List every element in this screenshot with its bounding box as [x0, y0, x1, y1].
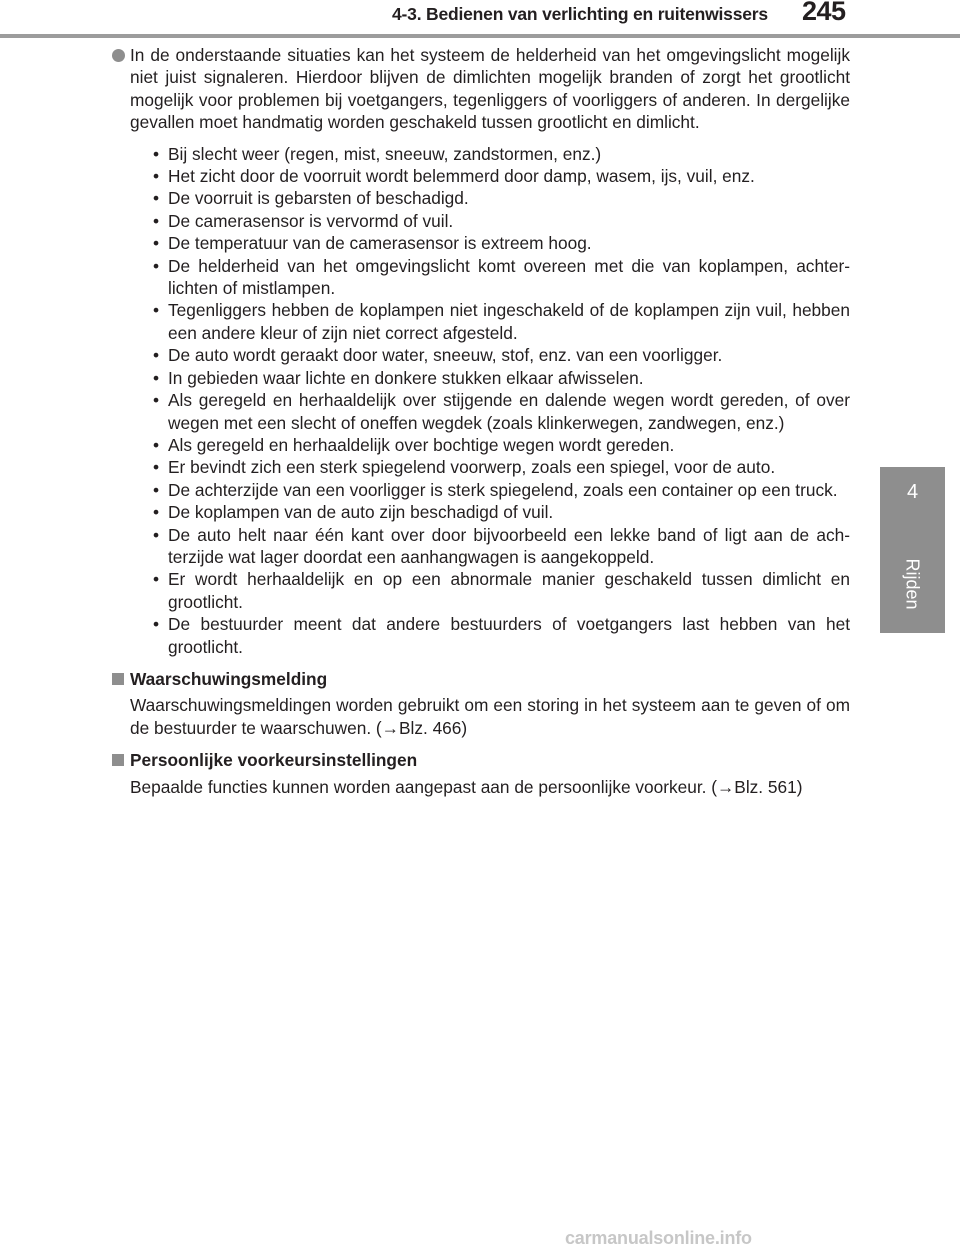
list-item: • Als geregeld en herhaaldelijk over bochtige wegen wordt gereden. — [112, 434, 850, 456]
section-personal-settings — [112, 749, 850, 798]
watermark: carmanualsonline.info — [565, 1228, 752, 1248]
chapter-number: 4 — [906, 481, 919, 503]
list-item: • Er wordt herhaaldelijk en op een abnormale manier geschakeld tussen dimlicht en grootlicht. — [112, 568, 850, 613]
intro-text: In de onderstaande situaties kan het systeem de helderheid van het omgevingslicht mogelijk niet juist signaleren. Hierdoor blijven de dimlichten mogelijk branden of zorgt het grootlicht mogelijk voor problemen bij voetgangers, tegenliggers of voorliggers of anderen. In dergelijke gevallen moet handmatig worden geschakeld tussen grootlicht en dimlicht. — [130, 45, 850, 133]
page-number: 245 — [802, 0, 846, 26]
list-item: • De helderheid van het omgevingslicht komt overeen met die van koplampen, achterlichten of mistlampen. — [112, 255, 850, 300]
list-item: • De koplampen van de auto zijn beschadigd of vuil. — [112, 501, 850, 523]
section-body: Waarschuwingsmeldingen worden gebruikt om een storing in het systeem aan te geven of om de bestuurder te waarschuwen. (→Blz. 466) — [130, 695, 850, 738]
header-divider — [0, 34, 960, 38]
list-item: • Het zicht door de voorruit wordt belemmerd door damp, wasem, ijs, vuil, enz. — [112, 165, 850, 187]
list-item: • De auto wordt geraakt door water, sneeuw, stof, enz. van een voorligger. — [112, 344, 850, 366]
intro-paragraph — [112, 44, 850, 134]
chapter-label: Rijden — [902, 558, 923, 610]
section-heading: Persoonlijke voorkeursinstellingen — [130, 750, 418, 771]
section-title: 4-3. Bedienen van verlichting en ruitenwissers — [392, 4, 768, 24]
list-item: • Als geregeld en herhaaldelijk over stijgende en dalende wegen wordt gereden, of over wegen met een slecht of oneffen wegdek (zoals klinkerwegen, zandwegen, enz.) — [112, 389, 850, 434]
section-warning-message — [112, 668, 850, 739]
condition-list — [112, 143, 850, 658]
list-item: • De achterzijde van een voorligger is sterk spiegelend, zoals een container op een truck. — [112, 479, 850, 501]
list-item: • Er bevindt zich een sterk spiegelend voorwerp, zoals een spiegel, voor de auto. — [112, 456, 850, 478]
list-item: • Bij slecht weer (regen, mist, sneeuw, zandstormen, enz.) — [112, 143, 850, 165]
section-heading: Waarschuwingsmelding — [130, 668, 328, 689]
circle-bullet-icon — [112, 49, 125, 62]
list-item: • De temperatuur van de camerasensor is extreem hoog. — [112, 232, 850, 254]
chapter-tab — [880, 467, 945, 633]
square-bullet-icon — [112, 754, 124, 766]
list-item: • De bestuurder meent dat andere bestuurders of voetgangers last hebben van het grootlicht. — [112, 613, 850, 658]
list-item: • De camerasensor is vervormd of vuil. — [112, 210, 850, 232]
section-body: Bepaalde functies kunnen worden aangepast aan de persoonlijke voorkeur. (→Blz. 561) — [130, 776, 803, 797]
main-content — [112, 44, 850, 798]
list-item: • De auto helt naar één kant over door bijvoorbeeld een lekke band of ligt aan de achterzijde wat lager doordat een aanhangwagen is aangekoppeld. — [112, 524, 850, 569]
square-bullet-icon — [112, 673, 124, 685]
list-item: • Tegenliggers hebben de koplampen niet ingeschakeld of de koplampen zijn vuil, hebben een andere kleur of zijn niet correct afgesteld. — [112, 299, 850, 344]
list-item: • In gebieden waar lichte en donkere stukken elkaar afwisselen. — [112, 367, 850, 389]
list-item: • De voorruit is gebarsten of beschadigd. — [112, 187, 850, 209]
